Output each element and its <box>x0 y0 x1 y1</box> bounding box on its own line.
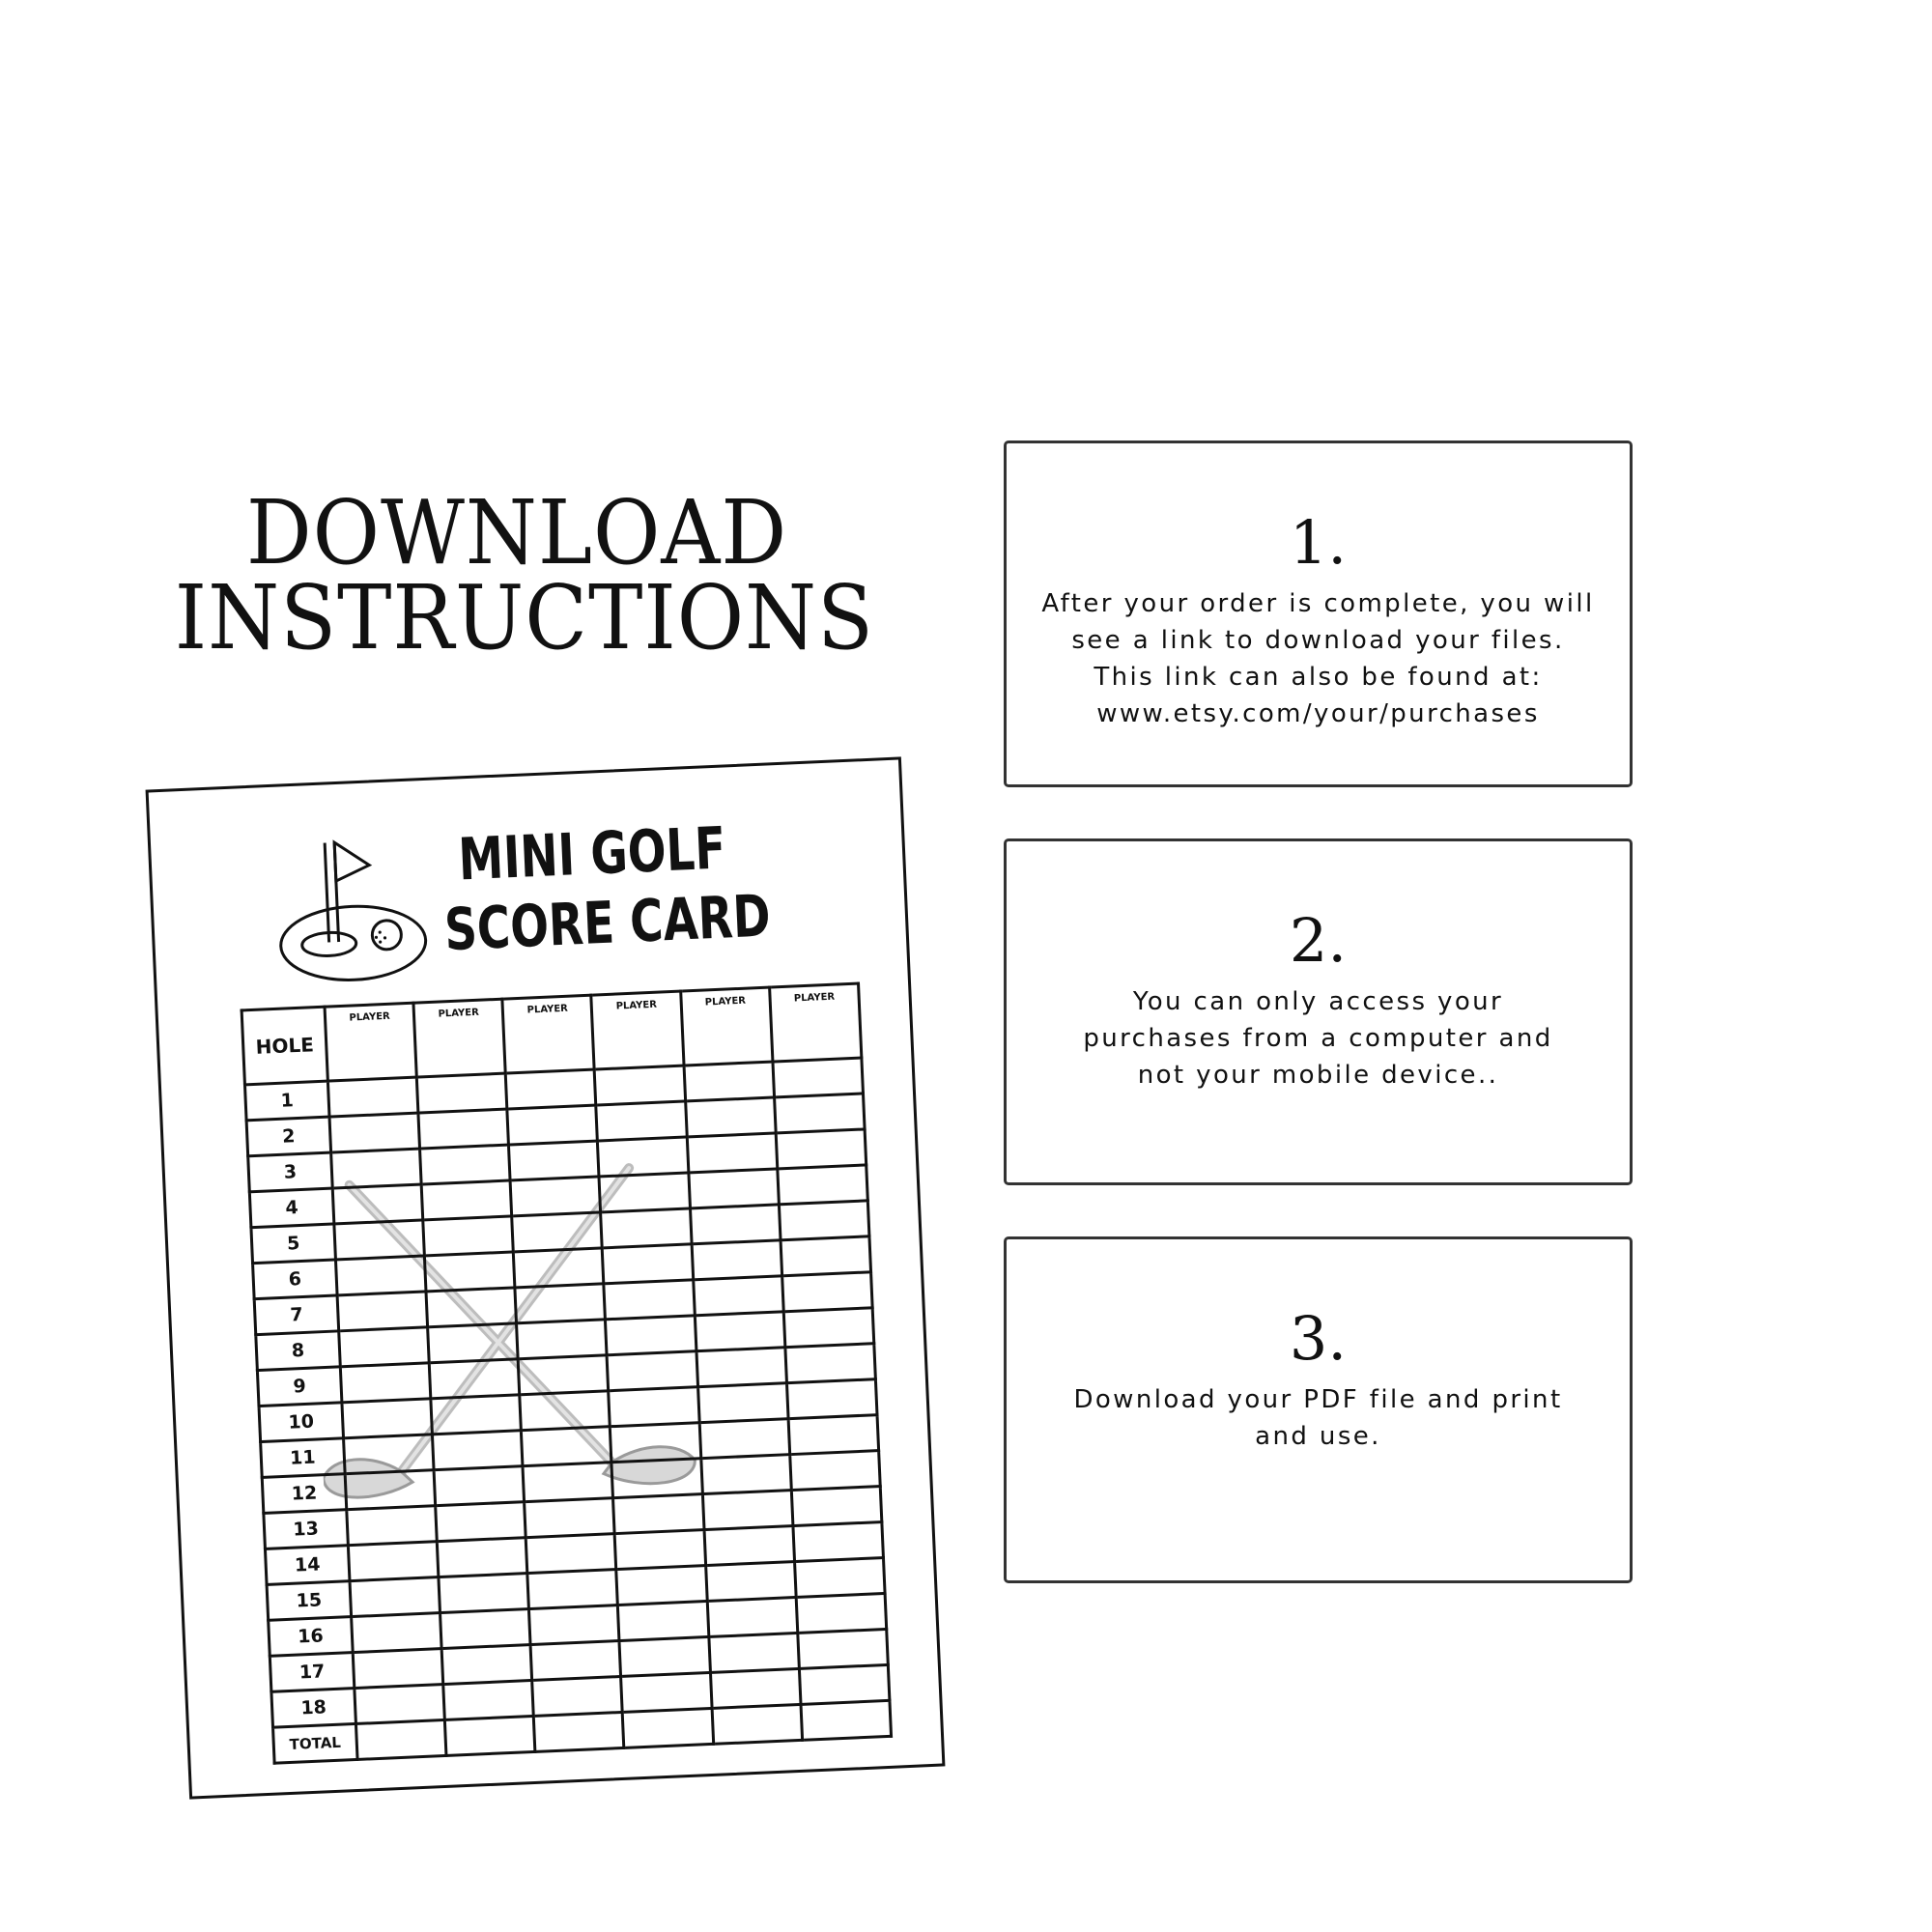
hole-number: 18 <box>271 1689 356 1728</box>
score-cell <box>692 1240 782 1280</box>
score-cell <box>783 1308 874 1348</box>
score-cell <box>700 1455 791 1494</box>
hole-number: 17 <box>270 1653 355 1692</box>
golf-flag-hole-icon <box>271 824 433 995</box>
score-cell <box>774 1094 865 1133</box>
score-cell <box>331 1149 422 1188</box>
hole-header: HOLE <box>242 1007 327 1085</box>
hole-number: 16 <box>269 1617 354 1657</box>
score-cell <box>420 1145 511 1184</box>
score-cell <box>689 1169 780 1208</box>
hole-number: 9 <box>257 1367 342 1406</box>
score-cell <box>436 1502 526 1542</box>
score-cell <box>621 1672 712 1712</box>
score-cell <box>337 1292 428 1331</box>
golf-ball-icon <box>372 920 402 950</box>
score-cell <box>441 1645 532 1685</box>
score-cell <box>507 1105 598 1145</box>
score-cell <box>335 1256 426 1295</box>
score-cell <box>778 1165 868 1205</box>
score-cell <box>684 1062 775 1101</box>
score-cell <box>697 1383 788 1423</box>
score-cell <box>445 1716 536 1755</box>
score-cell <box>518 1355 609 1395</box>
score-cell <box>416 1073 507 1113</box>
score-cell <box>707 1597 798 1636</box>
score-cell <box>708 1633 799 1672</box>
score-cell <box>425 1252 516 1292</box>
score-cell <box>530 1641 621 1681</box>
page-title-line1: DOWNLOAD <box>245 481 788 584</box>
step-1-text: After your order is complete, you will see a link to download your files. This link can also be found at: www.etsy.com/your/purchases <box>1041 589 1595 728</box>
hole-number: 3 <box>248 1152 333 1192</box>
hole-number: 14 <box>265 1546 350 1585</box>
score-cell <box>332 1184 423 1224</box>
player-header: PLAYER <box>325 1003 416 1081</box>
score-cell <box>606 1316 696 1355</box>
score-cell <box>798 1629 889 1668</box>
step-1-box <box>1004 440 1633 787</box>
score-cell <box>773 1058 864 1097</box>
score-cell <box>327 1077 418 1117</box>
score-cell <box>334 1220 425 1260</box>
player-header: PLAYER <box>769 983 861 1062</box>
score-cell <box>423 1216 514 1256</box>
score-table <box>241 982 894 1765</box>
score-cell <box>515 1284 606 1323</box>
score-cell <box>615 1530 706 1570</box>
scorecard-preview <box>146 756 946 1799</box>
page-title-line2: INSTRUCTIONS <box>174 566 874 669</box>
score-cell <box>512 1212 603 1252</box>
score-cell <box>532 1676 623 1716</box>
score-cell <box>598 1137 689 1177</box>
score-cell <box>702 1491 793 1530</box>
score-cell <box>345 1470 436 1510</box>
score-cell <box>695 1312 785 1351</box>
score-cell <box>344 1435 435 1474</box>
score-cell <box>434 1466 525 1506</box>
score-cell <box>526 1534 617 1574</box>
step-2-text: You can only access your purchases from a computer and not your mobile device.. <box>1083 987 1553 1090</box>
score-cell <box>786 1379 877 1419</box>
score-cell <box>352 1613 442 1653</box>
score-cell <box>794 1558 885 1598</box>
player-header: PLAYER <box>680 987 772 1065</box>
score-cell <box>534 1712 625 1751</box>
hole-number: 8 <box>256 1331 341 1371</box>
score-cell <box>347 1506 438 1546</box>
hole-number: 10 <box>259 1403 344 1442</box>
hole-number: 6 <box>253 1260 338 1299</box>
score-cell <box>712 1704 803 1744</box>
score-cell <box>705 1562 796 1602</box>
score-cell <box>685 1097 776 1137</box>
score-cell <box>596 1101 687 1141</box>
scorecard-title-line1: MINI GOLF <box>457 814 727 895</box>
hole-number: 13 <box>264 1510 349 1549</box>
score-cell <box>421 1180 512 1220</box>
score-cell <box>426 1288 517 1327</box>
score-cell <box>529 1605 620 1645</box>
score-cell <box>433 1431 524 1470</box>
hole-number: 11 <box>261 1438 346 1478</box>
score-cell <box>353 1649 443 1689</box>
player-header: PLAYER <box>413 999 505 1077</box>
score-cell <box>801 1700 892 1740</box>
score-cell <box>796 1593 887 1633</box>
score-cell <box>611 1459 702 1498</box>
score-cell <box>693 1276 783 1316</box>
score-cell <box>776 1129 867 1169</box>
score-cell <box>418 1109 509 1149</box>
score-cell <box>603 1244 694 1284</box>
score-cell <box>696 1348 787 1387</box>
score-cell <box>339 1327 430 1367</box>
score-cell <box>595 1065 686 1105</box>
step-3-box <box>1004 1236 1633 1583</box>
score-cell <box>510 1177 601 1216</box>
hole-number: 15 <box>267 1581 352 1621</box>
score-cell <box>340 1363 431 1403</box>
score-cell <box>506 1069 597 1109</box>
player-header: PLAYER <box>502 995 594 1073</box>
score-cell <box>437 1538 527 1577</box>
score-cell <box>527 1570 618 1609</box>
score-cell <box>523 1463 613 1502</box>
score-cell <box>599 1173 690 1212</box>
score-cell <box>619 1636 710 1676</box>
scorecard-title <box>440 813 773 965</box>
score-cell <box>517 1320 608 1359</box>
hole-number: 5 <box>251 1224 336 1264</box>
score-cell <box>618 1602 709 1641</box>
score-cell <box>789 1451 880 1491</box>
score-cell <box>355 1719 446 1759</box>
score-cell <box>791 1487 882 1526</box>
hole-number: 12 <box>262 1474 347 1514</box>
score-cell <box>788 1415 879 1455</box>
score-cell <box>525 1498 615 1538</box>
score-cell <box>520 1391 611 1431</box>
score-cell <box>608 1351 698 1391</box>
hole-number: 7 <box>254 1295 339 1335</box>
score-cell <box>342 1399 433 1438</box>
score-cell <box>623 1708 714 1747</box>
page-title <box>174 481 874 669</box>
score-cell <box>514 1248 605 1288</box>
step-2-box <box>1004 838 1633 1185</box>
player-header: PLAYER <box>591 991 683 1069</box>
score-cell <box>440 1609 531 1649</box>
score-cell <box>601 1208 692 1248</box>
scorecard-title-line2: SCORE CARD <box>442 882 773 965</box>
score-cell <box>793 1522 884 1562</box>
score-cell <box>616 1566 707 1605</box>
score-cell <box>509 1141 600 1180</box>
score-cell <box>329 1113 420 1152</box>
score-cell <box>443 1680 534 1719</box>
score-cell <box>781 1236 871 1276</box>
hole-number: 4 <box>249 1188 334 1228</box>
step-3-text: Download your PDF file and print and use. <box>1073 1385 1563 1451</box>
score-cell <box>431 1395 522 1435</box>
score-cell <box>785 1344 876 1383</box>
score-cell <box>779 1201 869 1240</box>
hole-number: 1 <box>244 1081 329 1121</box>
hole-number: 2 <box>246 1117 331 1156</box>
score-cell <box>699 1419 790 1459</box>
score-cell <box>781 1272 872 1312</box>
score-cell <box>428 1323 519 1363</box>
score-cell <box>611 1423 701 1463</box>
score-cell <box>690 1205 781 1244</box>
score-cell <box>687 1133 778 1173</box>
score-cell <box>609 1387 699 1427</box>
score-cell <box>710 1668 801 1708</box>
step-3-number: 3. <box>1289 1303 1348 1374</box>
score-cell <box>613 1494 704 1534</box>
step-2-number: 2. <box>1289 905 1348 976</box>
score-cell <box>439 1574 529 1613</box>
score-cell <box>348 1542 439 1581</box>
score-cell <box>429 1359 520 1399</box>
score-cell <box>799 1664 890 1704</box>
score-cell <box>350 1577 440 1617</box>
step-1-number: 1. <box>1289 507 1348 578</box>
score-cell <box>355 1685 445 1724</box>
total-label: TOTAL <box>273 1723 358 1763</box>
score-cell <box>704 1526 795 1566</box>
score-cell <box>522 1427 612 1466</box>
score-cell <box>604 1280 695 1320</box>
